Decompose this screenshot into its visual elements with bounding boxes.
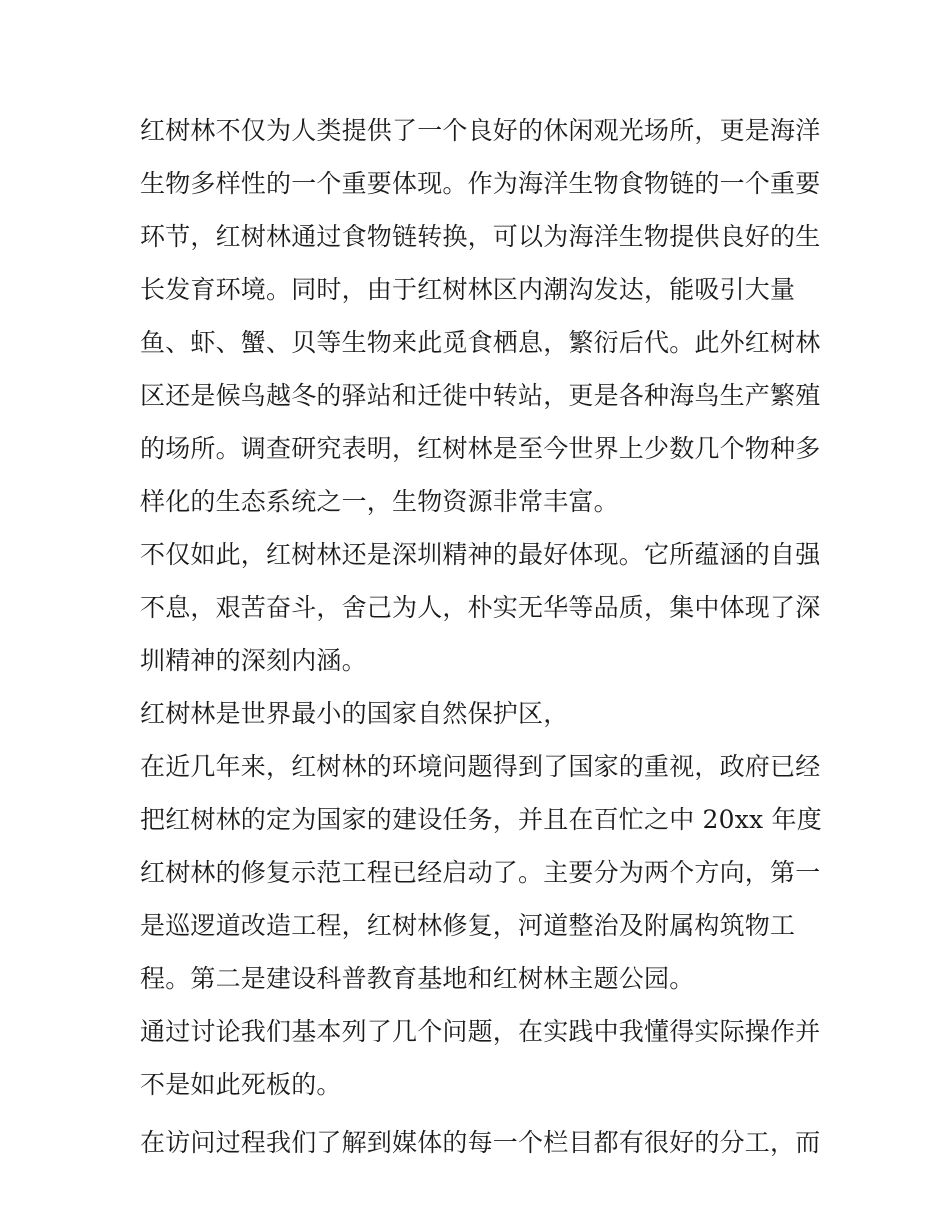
text-line: 区还是候鸟越冬的驿站和迁徙中转站，更是各种海鸟生产繁殖 bbox=[140, 381, 821, 410]
document-body bbox=[140, 104, 820, 1169]
text-line: 是巡逻道改造工程，红树林修复，河道整治及附属构筑物工 bbox=[140, 911, 796, 940]
text-line: 通过讨论我们基本列了几个问题，在实践中我懂得实际操作并 bbox=[140, 1017, 821, 1046]
text-line: 鱼、虾、蟹、贝等生物来此觅食栖息，繁衍后代。此外红树林 bbox=[140, 328, 821, 357]
text-line: 红树林不仅为人类提供了一个良好的休闲观光场所，更是海洋 bbox=[140, 116, 821, 145]
paragraph-shenzhen-spirit bbox=[140, 528, 820, 687]
text-line: 在近几年来，红树林的环境问题得到了国家的重视，政府已经 bbox=[140, 752, 821, 781]
text-line: 生物多样性的一个重要体现。作为海洋生物食物链的一个重要 bbox=[140, 169, 821, 198]
text-line: 长发育环境。同时，由于红树林区内潮沟发达，能吸引大量 bbox=[140, 275, 796, 304]
text-line: 红树林是世界最小的国家自然保护区， bbox=[140, 699, 569, 728]
text-line: 在访问过程我们了解到媒体的每一个栏目都有很好的分工，而 bbox=[140, 1128, 821, 1157]
text-line: 样化的生态系统之一，生物资源非常丰富。 bbox=[140, 487, 619, 516]
text-line: 不是如此死板的。 bbox=[140, 1070, 342, 1099]
text-line: 红树林的修复示范工程已经启动了。主要分为两个方向，第一 bbox=[140, 858, 821, 887]
paragraph-nature-reserve bbox=[140, 687, 820, 740]
text-line: 把红树林的定为国家的建设任务，并且在百忙之中 20xx 年度 bbox=[140, 805, 822, 834]
paragraph-mangrove-ecology bbox=[140, 104, 820, 528]
text-line: 不仅如此，红树林还是深圳精神的最好体现。它所蕴涵的自强 bbox=[140, 540, 821, 569]
text-line: 圳精神的深刻内涵。 bbox=[140, 646, 367, 675]
text-line: 的场所。调查研究表明，红树林是至今世界上少数几个物种多 bbox=[140, 434, 821, 463]
text-line: 程。第二是建设科普教育基地和红树林主题公园。 bbox=[140, 964, 695, 993]
paragraph-restoration-project bbox=[140, 740, 820, 1005]
text-line: 不息，艰苦奋斗，舍己为人，朴实无华等品质，集中体现了深 bbox=[140, 593, 821, 622]
paragraph-discussion bbox=[140, 1005, 820, 1111]
text-line: 环节，红树林通过食物链转换，可以为海洋生物提供良好的生 bbox=[140, 222, 821, 251]
paragraph-interview bbox=[140, 1116, 820, 1169]
